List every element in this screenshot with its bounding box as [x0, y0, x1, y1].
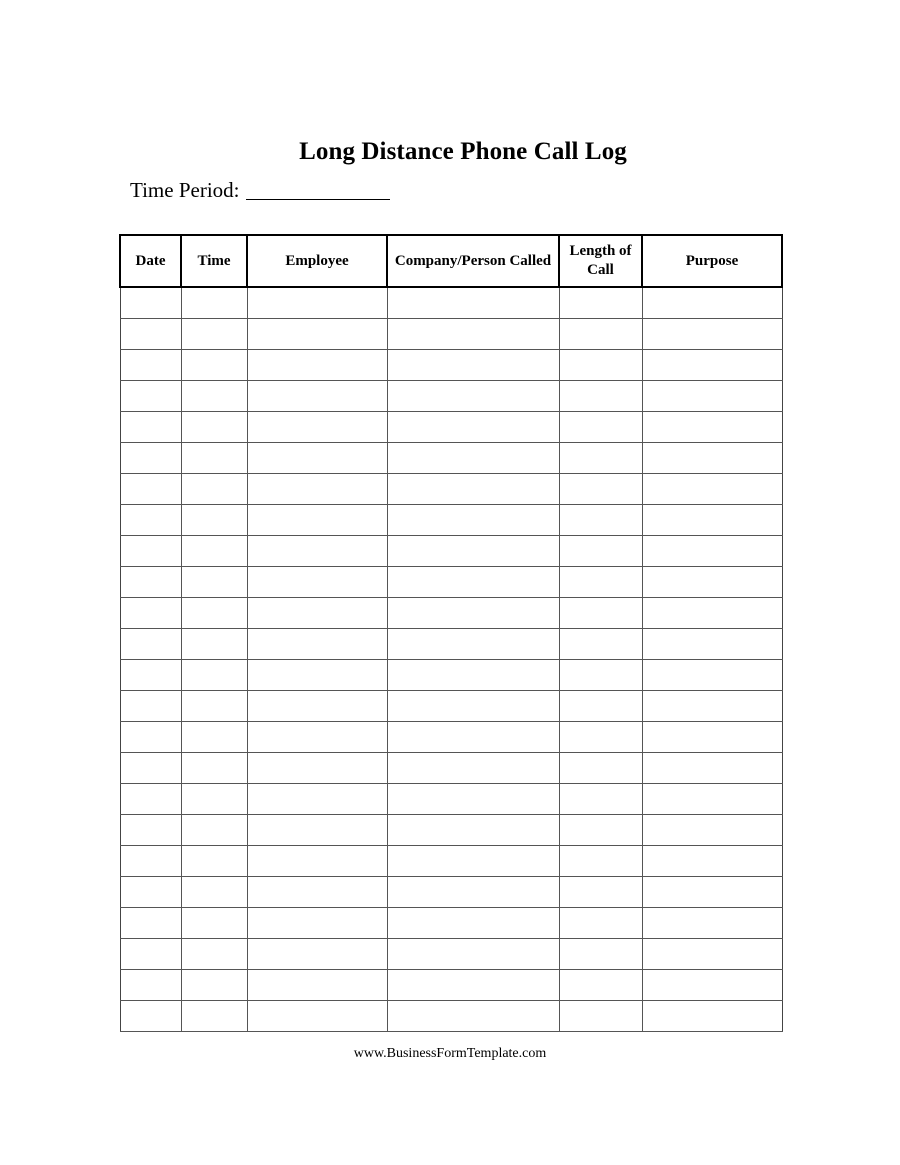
cell-employee[interactable] — [247, 970, 387, 1001]
cell-company-person-called[interactable] — [387, 536, 559, 567]
cell-employee[interactable] — [247, 474, 387, 505]
cell-length-of-call[interactable] — [559, 722, 642, 753]
cell-date[interactable] — [120, 287, 181, 319]
table-header-row — [120, 235, 782, 287]
cell-employee[interactable] — [247, 722, 387, 753]
table-row — [120, 784, 782, 815]
cell-time[interactable] — [181, 784, 247, 815]
header-date: Date — [120, 235, 181, 287]
footer-website: www.BusinessFormTemplate.com — [353, 1046, 547, 1061]
cell-employee[interactable] — [247, 598, 387, 629]
cell-purpose[interactable] — [642, 443, 782, 474]
cell-employee[interactable] — [247, 412, 387, 443]
cell-company-person-called[interactable] — [387, 350, 559, 381]
cell-length-of-call[interactable] — [559, 567, 642, 598]
cell-company-person-called[interactable] — [387, 1001, 559, 1032]
cell-length-of-call[interactable] — [559, 815, 642, 846]
cell-employee[interactable] — [247, 784, 387, 815]
header-time: Time — [181, 235, 247, 287]
time-period-blank-line[interactable] — [246, 179, 390, 200]
cell-company-person-called[interactable] — [387, 629, 559, 660]
cell-time[interactable] — [181, 567, 247, 598]
table-row — [120, 567, 782, 598]
cell-length-of-call[interactable] — [559, 629, 642, 660]
cell-length-of-call[interactable] — [559, 784, 642, 815]
cell-employee[interactable] — [247, 691, 387, 722]
table-row — [120, 287, 782, 319]
cell-length-of-call[interactable] — [559, 1001, 642, 1032]
cell-purpose[interactable] — [642, 815, 782, 846]
cell-employee[interactable] — [247, 567, 387, 598]
cell-company-person-called[interactable] — [387, 970, 559, 1001]
table-body — [120, 287, 782, 1032]
cell-time[interactable] — [181, 846, 247, 877]
cell-date[interactable] — [120, 474, 181, 505]
cell-date[interactable] — [120, 567, 181, 598]
cell-date[interactable] — [120, 350, 181, 381]
cell-purpose[interactable] — [642, 784, 782, 815]
cell-time[interactable] — [181, 287, 247, 319]
cell-date[interactable] — [120, 660, 181, 691]
cell-length-of-call[interactable] — [559, 598, 642, 629]
cell-length-of-call[interactable] — [559, 908, 642, 939]
cell-employee[interactable] — [247, 846, 387, 877]
cell-date[interactable] — [120, 753, 181, 784]
header-purpose: Purpose — [642, 235, 782, 287]
cell-company-person-called[interactable] — [387, 722, 559, 753]
cell-time[interactable] — [181, 505, 247, 536]
cell-purpose[interactable] — [642, 939, 782, 970]
table-row — [120, 753, 782, 784]
cell-company-person-called[interactable] — [387, 443, 559, 474]
page-title: Long Distance Phone Call Log — [299, 138, 627, 165]
header-length-of-call: Length of Call — [559, 235, 642, 287]
cell-employee[interactable] — [247, 505, 387, 536]
cell-purpose[interactable] — [642, 970, 782, 1001]
cell-date[interactable] — [120, 381, 181, 412]
cell-time[interactable] — [181, 970, 247, 1001]
cell-length-of-call[interactable] — [559, 939, 642, 970]
cell-company-person-called[interactable] — [387, 412, 559, 443]
cell-time[interactable] — [181, 722, 247, 753]
table-row — [120, 846, 782, 877]
cell-employee[interactable] — [247, 877, 387, 908]
cell-employee[interactable] — [247, 753, 387, 784]
cell-company-person-called[interactable] — [387, 567, 559, 598]
cell-time[interactable] — [181, 474, 247, 505]
cell-time[interactable] — [181, 536, 247, 567]
cell-time[interactable] — [181, 691, 247, 722]
cell-date[interactable] — [120, 846, 181, 877]
cell-length-of-call[interactable] — [559, 753, 642, 784]
header-company-person-called: Company/Person Called — [387, 235, 559, 287]
cell-date[interactable] — [120, 505, 181, 536]
table-row — [120, 691, 782, 722]
cell-company-person-called[interactable] — [387, 784, 559, 815]
cell-time[interactable] — [181, 629, 247, 660]
cell-company-person-called[interactable] — [387, 815, 559, 846]
cell-purpose[interactable] — [642, 350, 782, 381]
cell-time[interactable] — [181, 350, 247, 381]
cell-purpose[interactable] — [642, 319, 782, 350]
table-row — [120, 970, 782, 1001]
cell-time[interactable] — [181, 753, 247, 784]
cell-time[interactable] — [181, 381, 247, 412]
cell-date[interactable] — [120, 1001, 181, 1032]
cell-employee[interactable] — [247, 939, 387, 970]
cell-purpose[interactable] — [642, 536, 782, 567]
cell-length-of-call[interactable] — [559, 970, 642, 1001]
cell-length-of-call[interactable] — [559, 505, 642, 536]
table-row — [120, 319, 782, 350]
cell-length-of-call[interactable] — [559, 474, 642, 505]
cell-length-of-call[interactable] — [559, 381, 642, 412]
cell-purpose[interactable] — [642, 722, 782, 753]
cell-company-person-called[interactable] — [387, 908, 559, 939]
cell-length-of-call[interactable] — [559, 691, 642, 722]
call-log-table — [119, 234, 783, 1032]
table-row — [120, 629, 782, 660]
cell-time[interactable] — [181, 1001, 247, 1032]
cell-date[interactable] — [120, 412, 181, 443]
cell-date[interactable] — [120, 629, 181, 660]
cell-date[interactable] — [120, 319, 181, 350]
cell-purpose[interactable] — [642, 1001, 782, 1032]
cell-company-person-called[interactable] — [387, 598, 559, 629]
cell-date[interactable] — [120, 443, 181, 474]
cell-length-of-call[interactable] — [559, 660, 642, 691]
time-period-label: Time Period: — [130, 178, 240, 202]
table-row — [120, 412, 782, 443]
cell-time[interactable] — [181, 877, 247, 908]
cell-employee[interactable] — [247, 350, 387, 381]
table-row — [120, 474, 782, 505]
cell-employee[interactable] — [247, 815, 387, 846]
cell-length-of-call[interactable] — [559, 412, 642, 443]
cell-employee[interactable] — [247, 443, 387, 474]
cell-employee[interactable] — [247, 381, 387, 412]
cell-purpose[interactable] — [642, 753, 782, 784]
cell-employee[interactable] — [247, 660, 387, 691]
cell-purpose[interactable] — [642, 598, 782, 629]
cell-company-person-called[interactable] — [387, 660, 559, 691]
cell-company-person-called[interactable] — [387, 939, 559, 970]
cell-length-of-call[interactable] — [559, 287, 642, 319]
cell-length-of-call[interactable] — [559, 443, 642, 474]
cell-purpose[interactable] — [642, 287, 782, 319]
cell-date[interactable] — [120, 784, 181, 815]
cell-date[interactable] — [120, 908, 181, 939]
cell-length-of-call[interactable] — [559, 536, 642, 567]
table-row — [120, 877, 782, 908]
table-row — [120, 443, 782, 474]
cell-purpose[interactable] — [642, 505, 782, 536]
cell-purpose[interactable] — [642, 474, 782, 505]
cell-company-person-called[interactable] — [387, 753, 559, 784]
cell-employee[interactable] — [247, 629, 387, 660]
table-row — [120, 1001, 782, 1032]
cell-purpose[interactable] — [642, 660, 782, 691]
table-row — [120, 939, 782, 970]
cell-purpose[interactable] — [642, 381, 782, 412]
cell-company-person-called[interactable] — [387, 691, 559, 722]
cell-length-of-call[interactable] — [559, 846, 642, 877]
cell-company-person-called[interactable] — [387, 319, 559, 350]
cell-time[interactable] — [181, 598, 247, 629]
cell-time[interactable] — [181, 939, 247, 970]
cell-employee[interactable] — [247, 908, 387, 939]
cell-date[interactable] — [120, 536, 181, 567]
header-employee: Employee — [247, 235, 387, 287]
table-row — [120, 536, 782, 567]
table-row — [120, 350, 782, 381]
cell-company-person-called[interactable] — [387, 846, 559, 877]
cell-company-person-called[interactable] — [387, 877, 559, 908]
cell-length-of-call[interactable] — [559, 877, 642, 908]
cell-date[interactable] — [120, 815, 181, 846]
table-row — [120, 598, 782, 629]
cell-company-person-called[interactable] — [387, 287, 559, 319]
cell-date[interactable] — [120, 598, 181, 629]
cell-purpose[interactable] — [642, 908, 782, 939]
table-row — [120, 660, 782, 691]
cell-time[interactable] — [181, 412, 247, 443]
table-row — [120, 908, 782, 939]
cell-length-of-call[interactable] — [559, 350, 642, 381]
cell-employee[interactable] — [247, 319, 387, 350]
cell-date[interactable] — [120, 877, 181, 908]
cell-time[interactable] — [181, 815, 247, 846]
table-row — [120, 381, 782, 412]
cell-time[interactable] — [181, 660, 247, 691]
cell-date[interactable] — [120, 970, 181, 1001]
cell-time[interactable] — [181, 443, 247, 474]
cell-employee[interactable] — [247, 287, 387, 319]
cell-employee[interactable] — [247, 1001, 387, 1032]
cell-purpose[interactable] — [642, 877, 782, 908]
table-row — [120, 505, 782, 536]
cell-purpose[interactable] — [642, 691, 782, 722]
cell-time[interactable] — [181, 319, 247, 350]
cell-date[interactable] — [120, 939, 181, 970]
cell-purpose[interactable] — [642, 846, 782, 877]
cell-purpose[interactable] — [642, 412, 782, 443]
cell-date[interactable] — [120, 691, 181, 722]
table-row — [120, 722, 782, 753]
cell-date[interactable] — [120, 722, 181, 753]
cell-company-person-called[interactable] — [387, 381, 559, 412]
cell-time[interactable] — [181, 908, 247, 939]
cell-company-person-called[interactable] — [387, 505, 559, 536]
cell-employee[interactable] — [247, 536, 387, 567]
time-period — [130, 176, 390, 203]
cell-company-person-called[interactable] — [387, 474, 559, 505]
cell-purpose[interactable] — [642, 567, 782, 598]
cell-purpose[interactable] — [642, 629, 782, 660]
cell-length-of-call[interactable] — [559, 319, 642, 350]
table-row — [120, 815, 782, 846]
